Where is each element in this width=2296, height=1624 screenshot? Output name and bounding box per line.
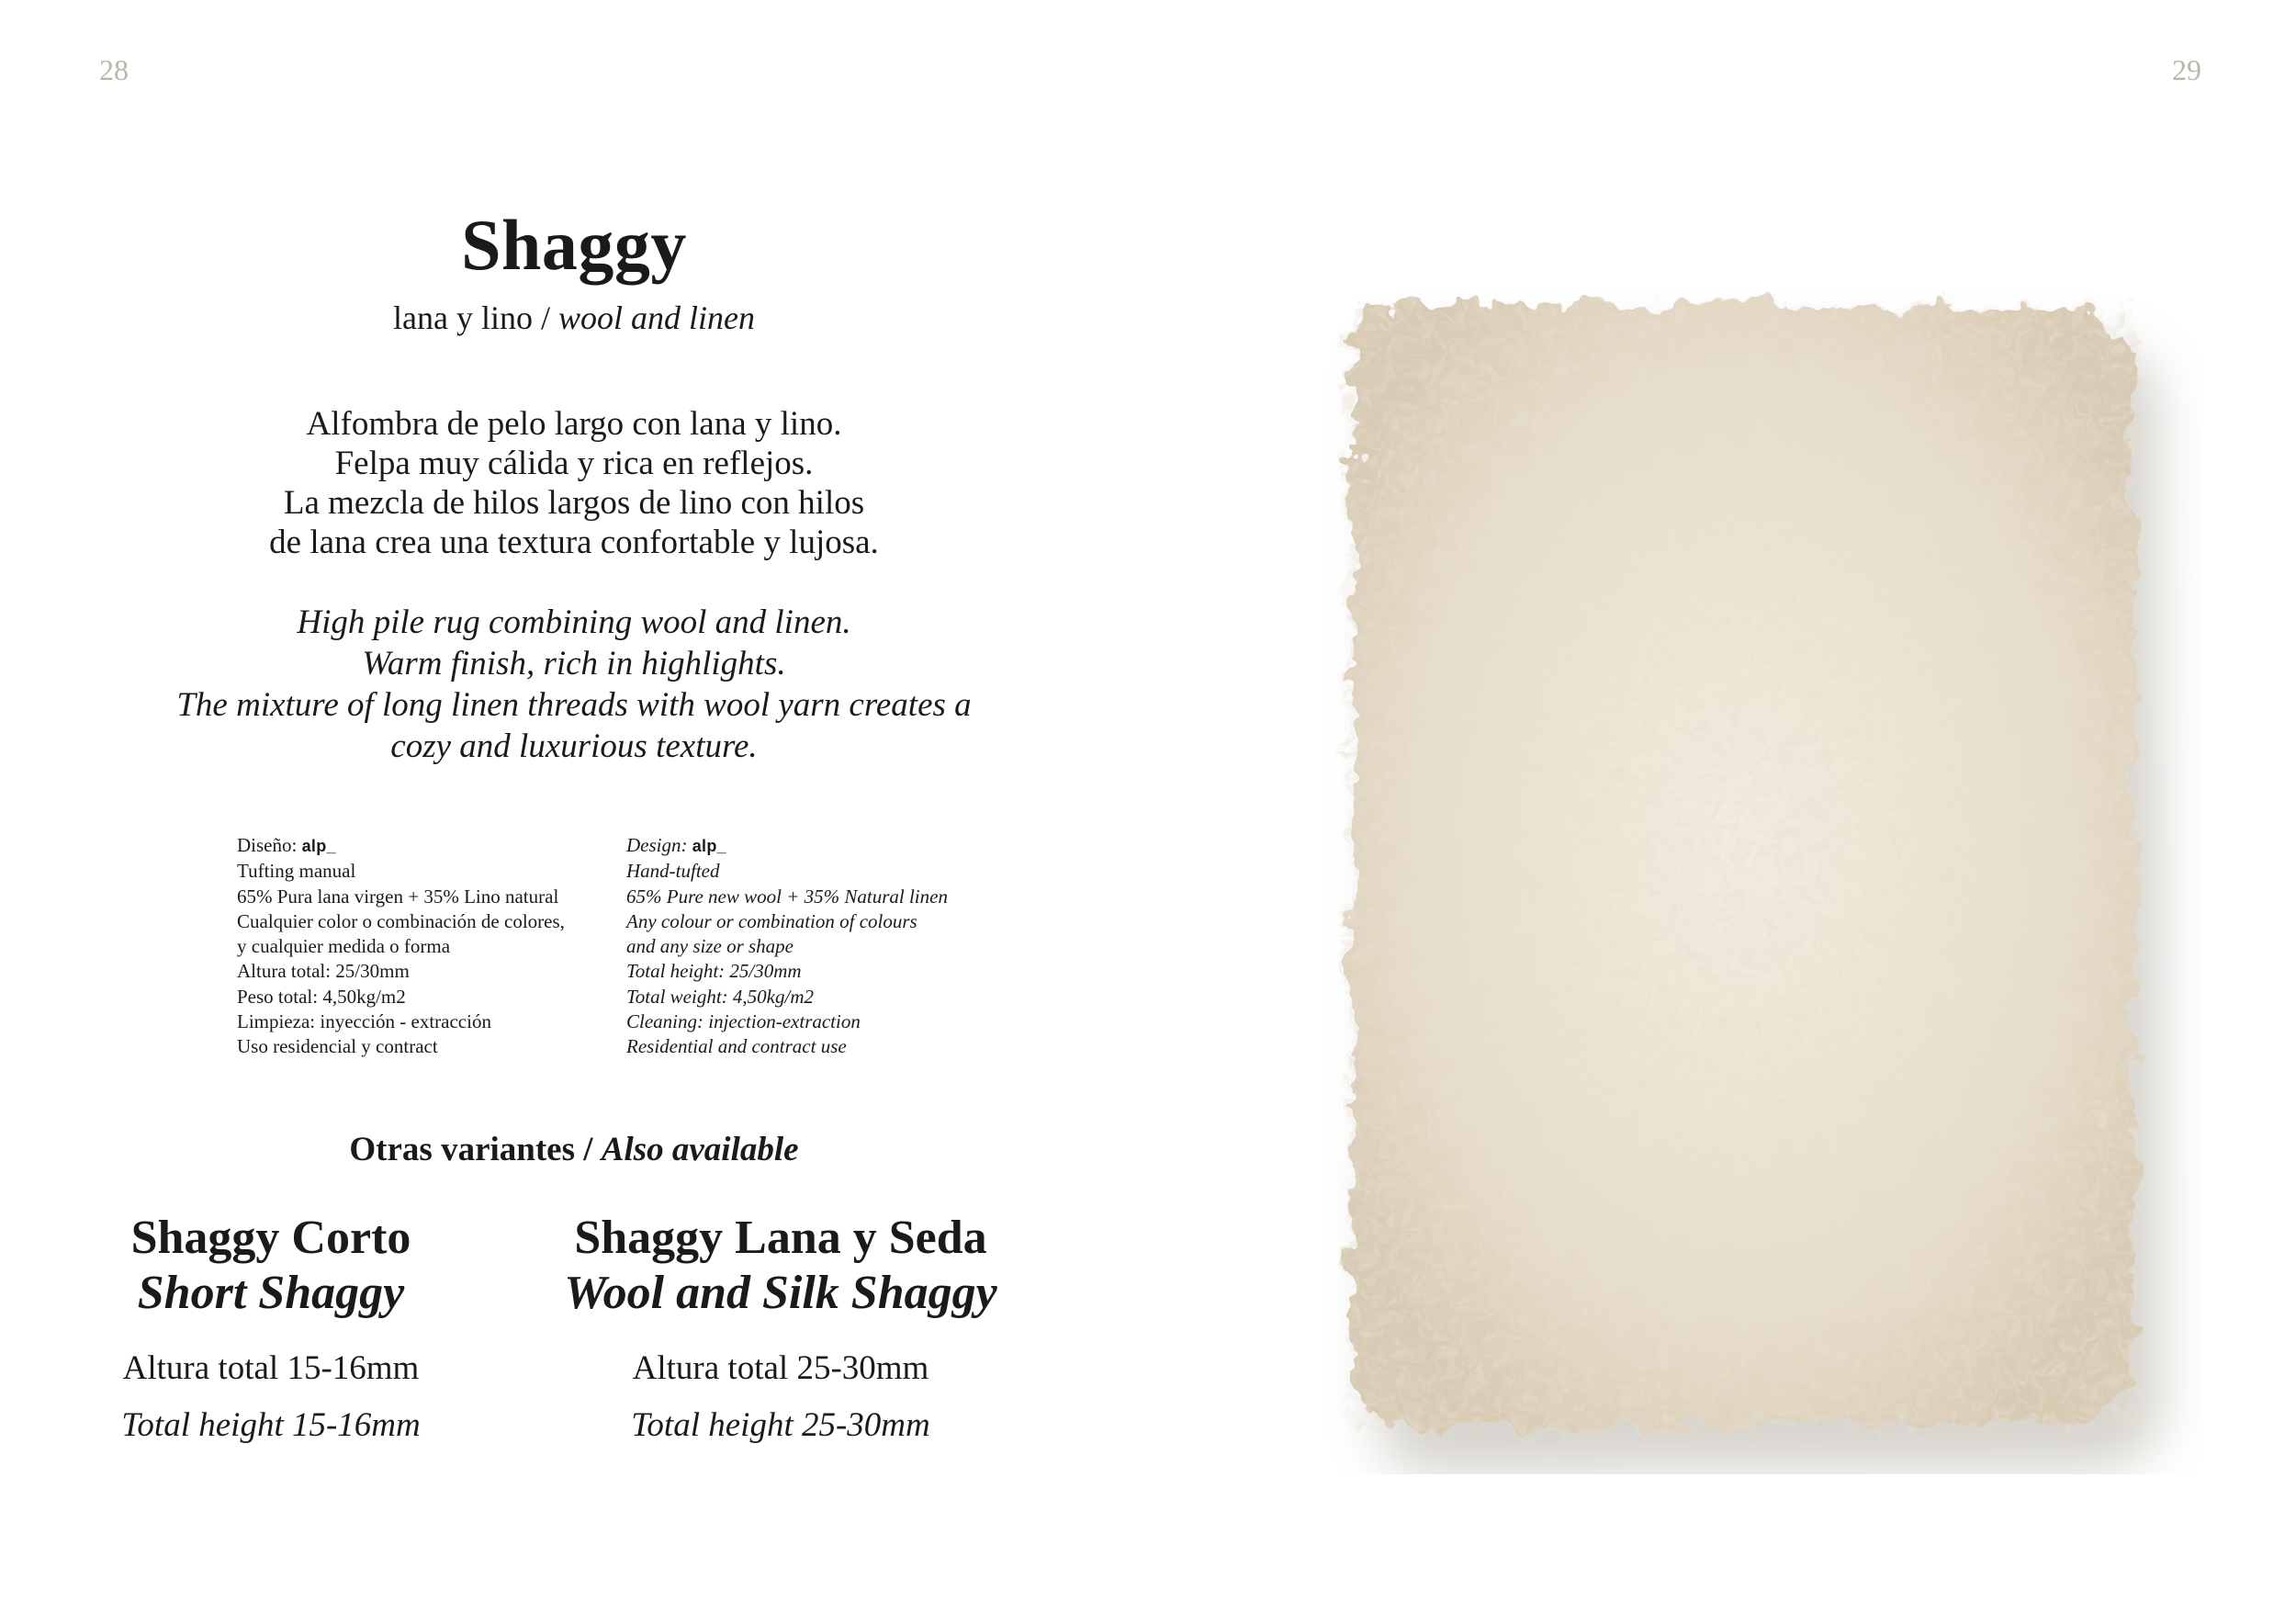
spec-line: Cleaning: injection-extraction xyxy=(626,1010,861,1033)
spec-design-label: Diseño: xyxy=(237,834,302,856)
variant-height-en: Total height 15-16mm xyxy=(121,1406,421,1444)
description-es-line: Alfombra de pelo largo con lana y lino. xyxy=(306,405,842,443)
spec-line: Total weight: 4,50kg/m2 xyxy=(626,985,814,1008)
variants-heading-es: Otras variantes / xyxy=(349,1131,602,1168)
rug-texture xyxy=(1345,303,2140,1433)
spec-line: Total height: 25/30mm xyxy=(626,960,802,983)
specs-english xyxy=(626,833,948,1060)
subtitle-separator: / xyxy=(532,299,558,336)
description-es-line: La mezcla de hilos largos de lino con hilos xyxy=(283,484,865,522)
variant-name-en: Short Shaggy xyxy=(137,1267,405,1319)
subtitle-en: wool and linen xyxy=(557,299,755,336)
description-es-line: Felpa muy cálida y rica en reflejos. xyxy=(334,445,814,482)
spec-design-label: Design: xyxy=(626,834,692,856)
spec-line: Any colour or combination of colours xyxy=(626,909,917,932)
description-en-line: cozy and luxurious texture. xyxy=(390,727,758,765)
spec-line: y cualquier medida o forma xyxy=(237,935,451,958)
description-spanish xyxy=(119,404,1029,562)
brand-logo: alp_ xyxy=(692,837,726,855)
variant-height-es: Altura total 25-30mm xyxy=(632,1349,929,1387)
spec-line: 65% Pure new wool + 35% Natural linen xyxy=(626,885,948,908)
product-title: Shaggy xyxy=(461,205,687,285)
variant-name-en: Wool and Silk Shaggy xyxy=(564,1267,997,1319)
spec-design-line xyxy=(626,833,948,859)
variant-height-es: Altura total 15-16mm xyxy=(122,1349,420,1387)
rug-sample-image xyxy=(1281,262,2200,1474)
variants-heading-en: Also available xyxy=(601,1131,799,1168)
spec-line: Peso total: 4,50kg/m2 xyxy=(237,985,406,1008)
brand-logo: alp_ xyxy=(301,837,336,855)
variant-name-es: Shaggy Corto xyxy=(130,1212,411,1264)
spec-line: Altura total: 25/30mm xyxy=(237,960,410,983)
spec-line: 65% Pura lana virgen + 35% Lino natural xyxy=(237,885,559,908)
description-en-line: The mixture of long linen threads with wool yarn creates a xyxy=(176,686,972,724)
spec-line: Hand-tufted xyxy=(626,860,720,883)
spec-line: Residential and contract use xyxy=(626,1035,847,1058)
page-number-left: 28 xyxy=(99,53,129,86)
description-en-line: Warm finish, rich in highlights. xyxy=(362,645,786,682)
variant-name-es: Shaggy Lana y Seda xyxy=(574,1212,987,1264)
spec-design-line xyxy=(237,833,565,859)
spec-line: Tufting manual xyxy=(237,860,356,883)
specs-spanish xyxy=(237,833,565,1060)
spec-line: Cualquier color o combinación de colores, xyxy=(237,909,565,932)
page-number-right: 29 xyxy=(2172,53,2201,86)
spec-line: and any size or shape xyxy=(626,935,793,958)
description-english xyxy=(119,602,1029,767)
spec-line: Limpieza: inyección - extracción xyxy=(237,1010,491,1033)
variant-card xyxy=(496,1211,1065,1446)
subtitle-es: lana y lino xyxy=(393,299,533,336)
description-es-line: de lana crea una textura confortable y lujosa. xyxy=(269,524,879,561)
description-en-line: High pile rug combining wool and linen. xyxy=(297,603,851,641)
variant-card xyxy=(83,1211,459,1446)
rug-sample-illustration xyxy=(1281,262,2200,1474)
variants-heading xyxy=(119,1130,1029,1169)
variant-height-en: Total height 25-30mm xyxy=(631,1406,930,1444)
product-subtitle xyxy=(119,299,1029,337)
spec-line: Uso residencial y contract xyxy=(237,1035,438,1058)
